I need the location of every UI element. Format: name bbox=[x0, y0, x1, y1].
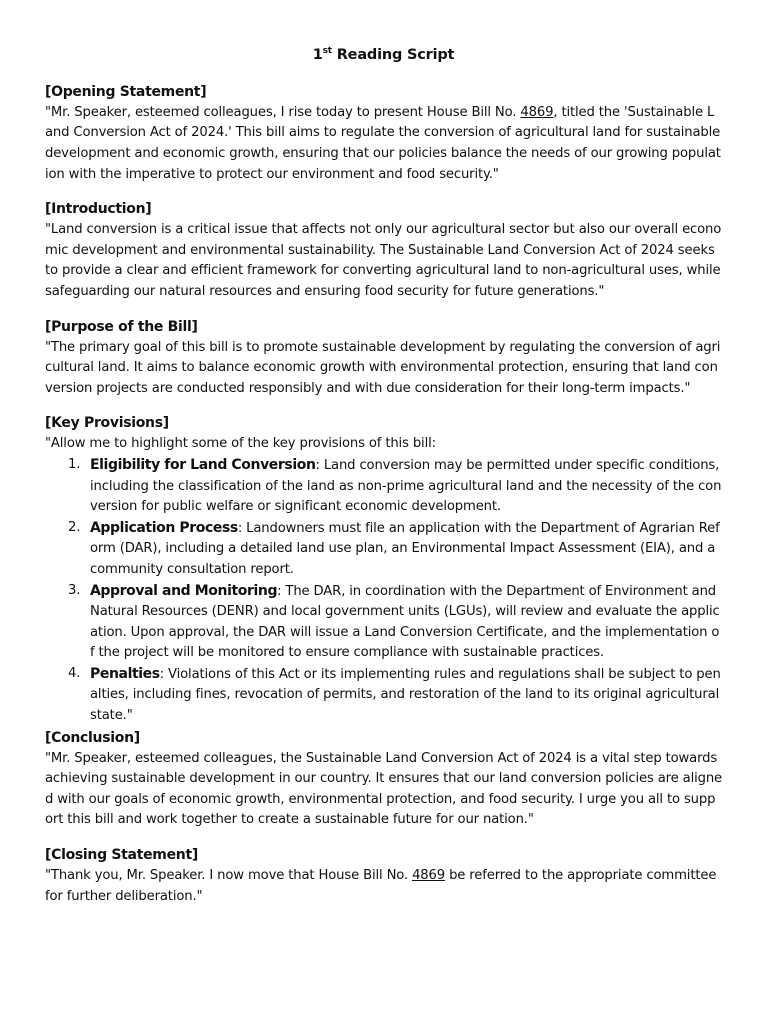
title-ordinal-suffix: st bbox=[322, 46, 332, 56]
purpose-heading: [Purpose of the Bill] bbox=[45, 318, 198, 335]
provision-item bbox=[68, 518, 722, 581]
provision-term: Eligibility for Land Conversion bbox=[90, 456, 316, 473]
conclusion-text: "Mr. Speaker, esteemed colleagues, the Sustainable Land Conversion Act of 2024 is a vital step towards achieving sustainable development in our country. It ensures that our land conversion policies are aligned with our goals of economic growth, environmental protection, and food security. I urge you all to support this bill and work together to create a sustainable future for our nation." bbox=[45, 750, 723, 828]
page-title bbox=[45, 46, 722, 63]
spacer bbox=[45, 831, 722, 844]
key-provisions-intro: "Allow me to highlight some of the key provisions of this bill: bbox=[45, 436, 436, 452]
title-text: Reading Script bbox=[336, 46, 455, 63]
provision-item bbox=[68, 581, 722, 664]
provision-number: 1. bbox=[68, 456, 81, 472]
opening-statement-section bbox=[45, 81, 722, 185]
provision-item bbox=[68, 664, 722, 727]
key-provisions-heading: [Key Provisions] bbox=[45, 415, 169, 432]
closing-statement-section bbox=[45, 844, 722, 907]
provision-term: Application Process bbox=[90, 519, 238, 536]
purpose-section bbox=[45, 316, 722, 400]
opening-bill-number: 4869 bbox=[520, 104, 554, 120]
introduction-text: "Land conversion is a critical issue that affects not only our agricultural sector but also our overall economic development and environmental sustainability. The Sustainable Land Conversion Act of 2024 seeks to provide a clear and efficient framework for converting agricultural land to non-agricultural uses, while safeguarding our natural resources and ensuring food security for future generations." bbox=[45, 222, 722, 299]
provisions-list bbox=[45, 455, 722, 727]
opening-text-after: , titled the 'Sustainable Land Conversion Act of 2024.' This bill aims to regulate the conversion of agricultural land for sustainable development and economic growth, ensuring that our policies balance the needs of our growing population with the imperative to protect our environment and food security." bbox=[45, 104, 721, 182]
provision-term: Penalties bbox=[90, 665, 160, 682]
provision-item bbox=[68, 455, 722, 518]
conclusion-section bbox=[45, 727, 722, 831]
closing-bill-number: 4869 bbox=[412, 868, 446, 884]
provision-term: Approval and Monitoring bbox=[90, 582, 278, 599]
provision-text: : Landowners must file an application with the Department of Agrarian Reform (DAR), including a detailed land use plan, an Environmental Impact Assessment (EIA), and a community consultation report. bbox=[90, 520, 720, 577]
closing-text-after: be referred to the appropriate committee for further deliberation." bbox=[45, 868, 717, 904]
spacer bbox=[45, 399, 722, 412]
closing-statement-heading: [Closing Statement] bbox=[45, 847, 198, 864]
key-provisions-section bbox=[45, 412, 722, 726]
introduction-section bbox=[45, 198, 722, 302]
opening-statement-text bbox=[45, 103, 722, 185]
provision-number: 2. bbox=[68, 519, 81, 535]
conclusion-heading: [Conclusion] bbox=[45, 729, 140, 746]
title-number: 1 bbox=[312, 46, 323, 63]
spacer bbox=[45, 185, 722, 198]
introduction-heading: [Introduction] bbox=[45, 201, 152, 218]
provision-text: : The DAR, in coordination with the Department of Environment and Natural Resources (DENR) and local government units (LGUs), will review and evaluate the application. Upon approval, the DAR will issue a Land Conversion Certificate, and the implementation of the project will be monitored to ensure compliance with sustainable practices. bbox=[90, 583, 720, 661]
purpose-text: "The primary goal of this bill is to promote sustainable development by regulating the conversion of agricultural land. It aims to balance economic growth with environmental protection, ensuring that land conversion projects are conducted responsibly and with due consideration for their long-term impacts." bbox=[45, 339, 721, 396]
provision-number: 3. bbox=[68, 582, 81, 598]
provision-number: 4. bbox=[68, 665, 81, 681]
opening-text-before: "Mr. Speaker, esteemed colleagues, I rise today to present House Bill No. bbox=[45, 104, 521, 120]
spacer bbox=[45, 303, 722, 316]
opening-statement-heading: [Opening Statement] bbox=[45, 83, 207, 100]
closing-statement-text bbox=[45, 866, 722, 907]
closing-text-before: "Thank you, Mr. Speaker. I now move that House Bill No. bbox=[45, 868, 413, 884]
provision-text: : Land conversion may be permitted under specific conditions, including the classification of the land as non-prime agricultural land and the necessity of the conversion for public welfare or significant economic development. bbox=[90, 457, 722, 515]
provision-text: : Violations of this Act or its implementing rules and regulations shall be subject to penalties, including fines, revocation of permits, and restoration of the land to its original agricultural state." bbox=[90, 666, 721, 724]
